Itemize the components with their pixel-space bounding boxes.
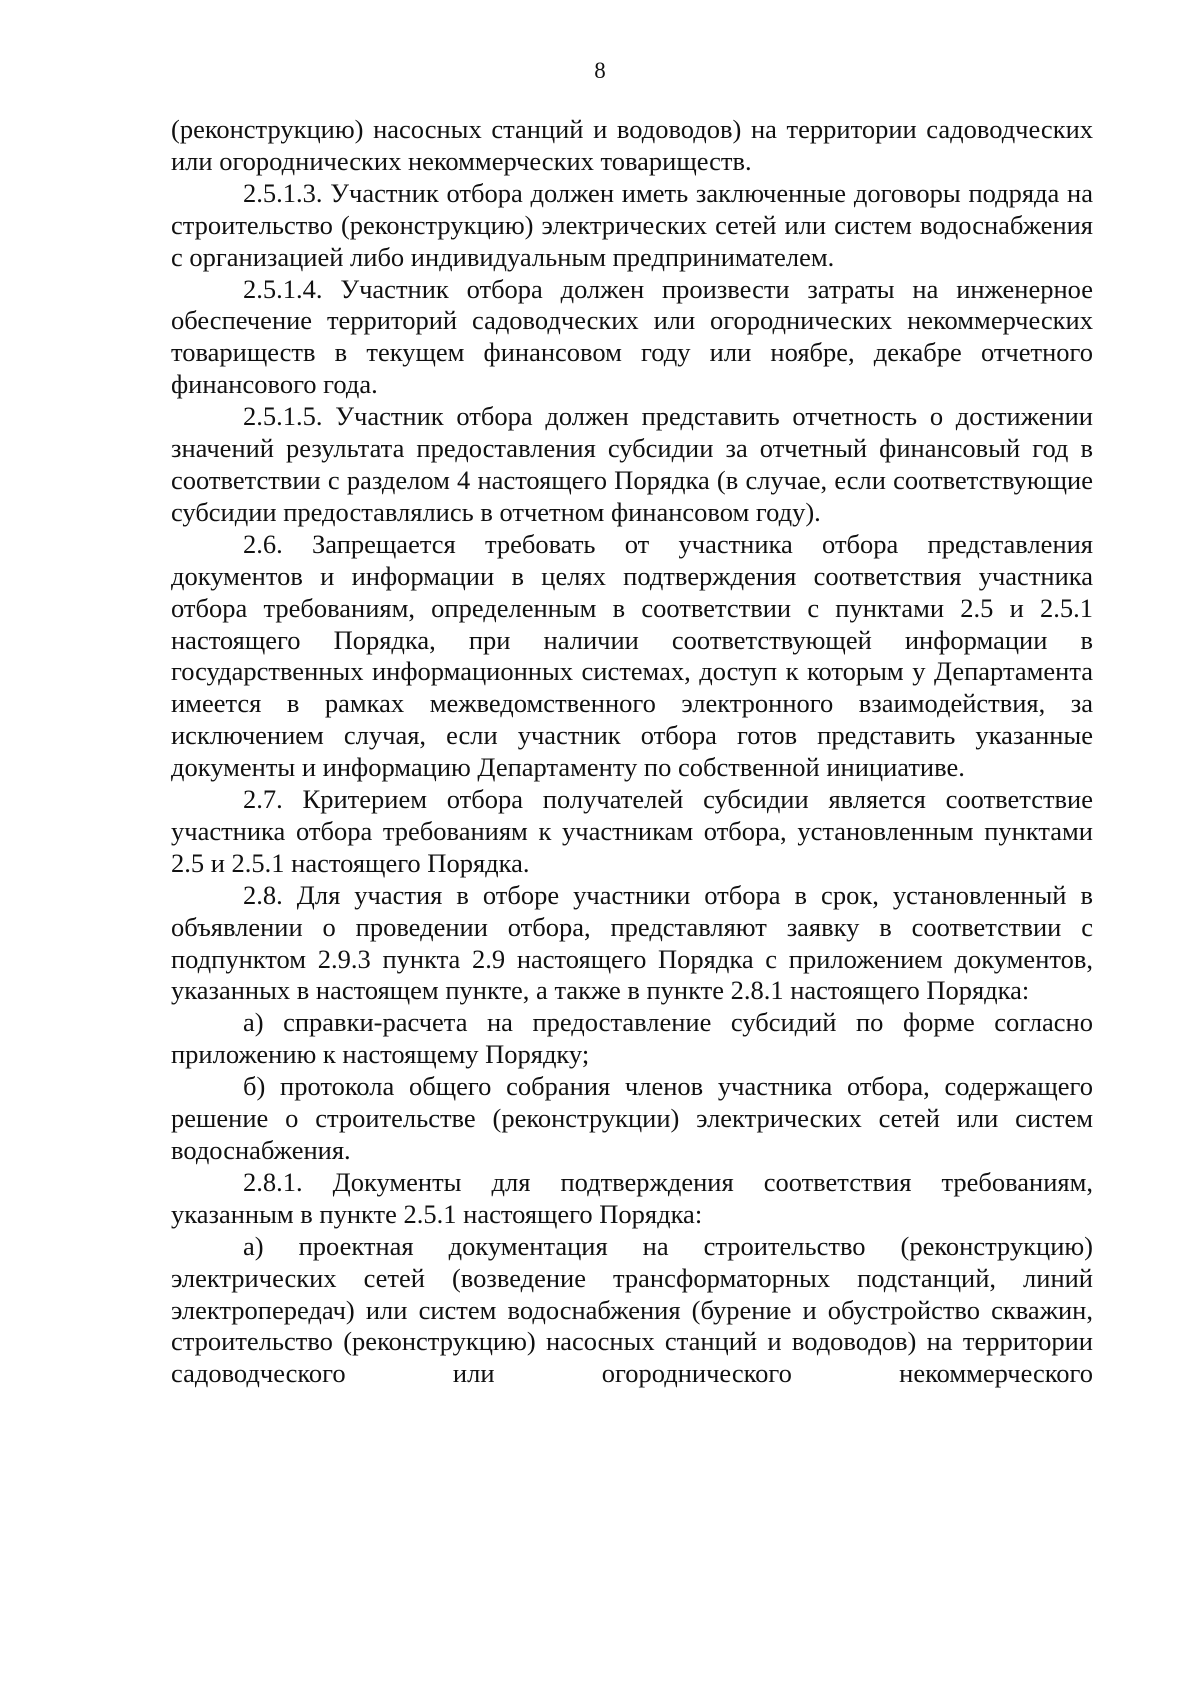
paragraph-continuation: (реконструкцию) насосных станций и водоводов) на территории садоводческих или огороднических некоммерческих товариществ. [171, 114, 1093, 176]
paragraph-2-8-1-a: а) проектная документация на строительство (реконструкцию) электрических сетей (возведение трансформаторных подстанций, линий электропередач) или систем водоснабжения (бурение и обустройство скважин, строительство (реконструкцию) насосных станций и водоводов) на территории садоводческого или огороднического некоммерческого [171, 1230, 1093, 1389]
paragraph-2-8-1: 2.8.1. Документы для подтверждения соответствия требованиям, указанным в пункте 2.5.1 настоящего Порядка: [171, 1166, 1093, 1229]
paragraph-2-8: 2.8. Для участия в отборе участники отбора в срок, установленный в объявлении о проведении отбора, представляют заявку в соответствии с подпунктом 2.9.3 пункта 2.9 настоящего Порядка с приложением документов, указанных в настоящем пункте, а также в пункте 2.8.1 настоящего Порядка: [171, 879, 1093, 1006]
page-number: 8 [594, 58, 606, 83]
paragraph-2-5-1-4: 2.5.1.4. Участник отбора должен произвести затраты на инженерное обеспечение территорий садоводческих или огороднических некоммерческих товариществ в текущем финансовом году или ноябре, декабре отчетного финансового года. [171, 273, 1093, 400]
paragraph-2-8-b: б) протокола общего собрания членов участника отбора, содержащего решение о строительстве (реконструкции) электрических сетей или систем водоснабжения. [171, 1071, 1093, 1165]
paragraph-2-5-1-3: 2.5.1.3. Участник отбора должен иметь заключенные договоры подряда на строительство (реконструкцию) электрических сетей или систем водоснабжения с организацией либо индивидуальным предпринимателем. [171, 177, 1093, 272]
document-body [171, 114, 1093, 1390]
paragraph-2-7: 2.7. Критерием отбора получателей субсидии является соответствие участника отбора требованиям к участникам отбора, установленным пунктами 2.5 и 2.5.1 настоящего Порядка. [171, 784, 1093, 878]
paragraph-2-5-1-5: 2.5.1.5. Участник отбора должен представить отчетность о достижении значений результата предоставления субсидии за отчетный финансовый год в соответствии с разделом 4 настоящего Порядка (в случае, если соответствующие субсидии предоставлялись в отчетном финансовом году). [171, 401, 1093, 527]
paragraph-2-8-a: а) справки-расчета на предоставление субсидий по форме согласно приложению к настоящему Порядку; [171, 1007, 1093, 1070]
paragraph-2-6: 2.6. Запрещается требовать от участника отбора представления документов и информации в целях подтверждения соответствия участника отбора требованиям, определенным в соответствии с пунктами 2.5 и 2.5.1 настоящего Порядка, при наличии соответствующей информации в государственных информационных системах, доступ к которым у Департамента имеется в рамках межведомственного электронного взаимодействия, за исключением случая, если участник отбора готов представить указанные документы и информацию Департаменту по собственной инициативе. [171, 528, 1093, 783]
